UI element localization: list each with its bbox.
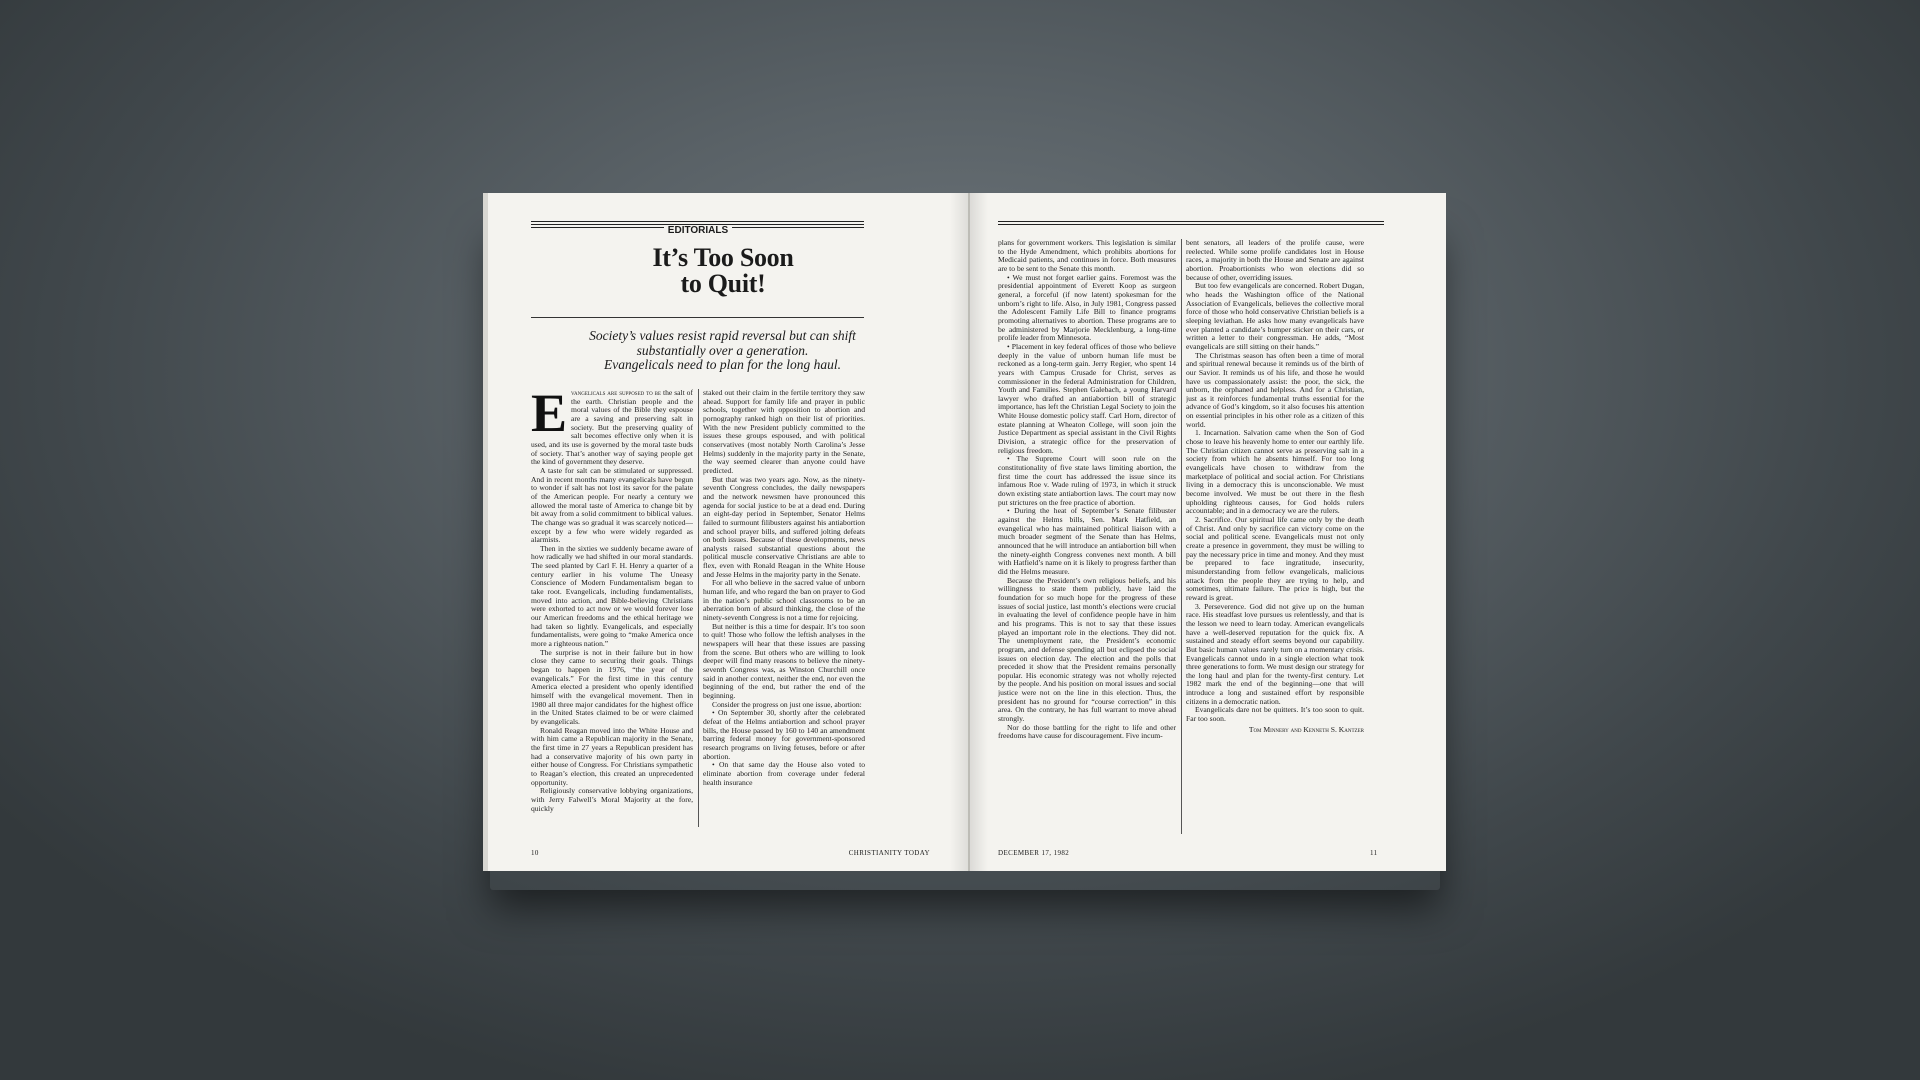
body-paragraph: • We must not forget earlier gains. Foremost was the presidential appointment of Everett Koop as surgeon general, a forceful (if now latent) spokesman for the unborn’s right to life. Also, in July 1981, Congress passed the Adolescent Family Life Bill to finance programs promoting alternatives to abortion. These programs are to be administered by Marjorie Mecklenburg, a long-time prolife leader from Minnesota. (998, 272, 1176, 343)
lead-text: the salt of the earth. Christian people and the moral values of the Bible they espouse are a saving and preserving salt in society. But the preserving quality of salt becomes effective only when it is used, and its use is governed by the moral taste buds of society. That’s another way of saying people get the kind of government they deserve. (531, 389, 693, 467)
page-number-left: 10 (531, 849, 539, 857)
body-paragraph: 3. Perseverence. God did not give up on the human race. His steadfast love pursues us relentlessly, and that is the lesson we need to learn today. American evangelicals have a well-deserved reputation for the quick fix. A sustained and steady effort seems beyond our capability. But basic human values rarely turn on a momentary crisis. Evangelicals cannot undo in a single election what took three generations to form. We must design our strategy for the long haul and plan for the twenty-first century. Let 1982 mark the end of the beginning—one that will introduce a long and sustained effort by responsible citizens in a democratic nation. (1186, 601, 1364, 706)
deck-line-3: Evangelicals need to plan for the long haul. (604, 357, 841, 372)
top-rule-right (998, 221, 1384, 225)
title-rule (531, 317, 864, 318)
deck-line-1: Society’s values resist rapid reversal but can shift (589, 328, 856, 343)
article-title (533, 245, 913, 297)
body-paragraph: • Placement in key federal offices of those who believe deeply in the value of unborn human life must be reckoned as a long-term gain. Jerry Regier, who spent 14 years with Campus Crusade for Christ, serves as commissioner in the federal Administration for Children, Youth and Families. Stephen Galebach, a young Harvard lawyer who drafted an antiabortion bill of strategic importance, has left the Christian Legal Society to join the White House domestic policy staff. Carl Horn, director of estate planning at Wheaton College, will soon join the Justice Department as special assistant in the Civil Rights Division, a strategic office for the preservation of religious freedom. (998, 341, 1176, 455)
drop-cap: E (531, 389, 568, 443)
body-paragraph: Nor do those battling for the right to life and other freedoms have cause for discouragement. Five incum- (998, 722, 1176, 741)
body-paragraph: But neither is this a time for despair. It’s too soon to quit! Those who follow the leftish analyses in the newspapers will hear that these issues are passing from the scene. But others who are willing to look deeper will find many reasons to believe the ninety-seventh Congress was, as Winston Churchill once said in another context, neither the end, nor even the beginning of the end, but rather the end of the beginning. (703, 621, 865, 700)
column-3 (998, 239, 1176, 834)
body-paragraph: Then in the sixties we suddenly became aware of how radically we had shifted in our moral standards. The seed planted by Carl F. H. Henry a quarter of a century earlier in his volume The Uneasy Conscience of Modern Fundamentalism began to take root. Evangelicals, including fundamentalists, moved into action, and Bible-believing Christians were exhorted to act now or we would forever lose our American freedoms and the ethical heritage we had taken so lightly. Evangelicals, and especially fundamentalists, were going to “make America once more a righteous nation.” (531, 543, 693, 649)
body-paragraph: Ronald Reagan moved into the White House and with him came a Republican majority in the Senate, the first time in 27 years a Republican president has had a conservative majority of his own party in either house of Congress. For Christians sympathetic to Reagan’s election, this created an unprecedented opportunity. (531, 725, 693, 787)
article-deck (531, 329, 914, 373)
issue-date: DECEMBER 17, 1982 (998, 849, 1070, 857)
body-paragraph: bent senators, all leaders of the prolife cause, were reelected. While some prolife candidates lost in House races, a majority in both the House and Senate are against abortion. Proabortionists who won elections did so because of other, overriding issues. (1186, 239, 1364, 282)
lead-smallcaps: vangelicals are supposed to be (571, 389, 662, 397)
column-divider (1181, 239, 1182, 834)
title-line-1: It’s Too Soon (652, 243, 794, 272)
body-paragraph: The Christmas season has often been a time of moral and spiritual renewal because it reminds us of the birth of our Savior. It reminds us of his life, and those he would have us compassionately assist: the poor, the sick, the unborn, the orphaned and helpless. And for a Christian, just as it reinforces fundamental truths essential for the advance of God’s kingdom, so it also focuses his attention on essential principles in his other role as a citizen of this world. (1186, 350, 1364, 429)
body-paragraph: • On that same day the House also voted to eliminate abortion from coverage under federal health insurance (703, 760, 865, 787)
column-2 (703, 389, 865, 827)
body-paragraph: Because the President’s own religious beliefs, and his willingness to state them publicly, have laid the foundation for so much hope for the progress of these issues of social justice, last month’s elections were crucial in evaluating the level of confidence people have in him and his programs. This is not to say that these issues played an important role in the elections. They did not. The unemployment rate, the President’s economic program, and defense spending all but eclipsed the social issues on election day. The election and the polls that preceded it show that the President remains personally popular. His economic strategy was not wholly rejected by the people. And his position on moral issues and social justice were not on the line in this election. Thus, the president has no ground for “course correction” in this area. On the contrary, he has full warrant to move ahead strongly. (998, 575, 1176, 724)
body-paragraph: But that was two years ago. Now, as the ninety-seventh Congress concludes, the daily newspapers and the network newsmen have pronounced this agenda for social justice to be at a dead end. During an eight-day period in September, Senator Helms failed to surmount filibusters against his antiabortion and school prayer bills, and suffered jolting defeats on both issues. Because of these developments, news analysts raised substantial questions about the political muscle conservative Christians are able to flex, even with Ronald Reagan in the White House and Jesse Helms in the majority party in the Senate. (703, 474, 865, 579)
body-paragraph: Evangelicals dare not be quitters. It’s too soon to quit. Far too soon. (1186, 705, 1364, 724)
body-paragraph: But too few evangelicals are concerned. Robert Dugan, who heads the Washington office of the National Association of Evangelicals, believes the collective moral force of those who hold conservative Christian beliefs is a sleeping leviathan. He asks how many evangelicals have ever planted a candidate’s bumper sticker on their cars, or written a letter to their congressman. He adds, “Most evangelicals are still sitting on their hands.” (1186, 281, 1364, 351)
magazine-name: CHRISTIANITY TODAY (848, 849, 930, 857)
body-paragraph: For all who believe in the sacred value of unborn human life, and who regard the ban on prayer to God in the nation’s public school classrooms to be an aberration born of absurd thinking, the close of the ninety-seventh Congress is not a time for rejoicing. (703, 578, 865, 623)
deck-line-2: substantially over a generation. (636, 342, 809, 358)
body-paragraph: • During the heat of September’s Senate filibuster against the Helms bills, Sen. Mark Hatfield, an evangelical who has maintained political liaison with a much broader segment of the Senate than has Helms, announced that he will introduce an antiabortion bill when the ninety-eighth Congress convenes next month. A bill with Hatfield’s name on it is likely to progress farther than did the Helms measure. (998, 506, 1176, 576)
body-paragraph: • On September 30, shortly after the celebrated defeat of the Helms antiabortion and school prayer bills, the House passed by 160 to 140 an amendment barring federal money for government-sponsored research programs on living fetuses, before or after abortion. (703, 708, 865, 761)
left-page (483, 193, 970, 871)
page-number-right: 11 (1370, 849, 1378, 857)
right-page (970, 193, 1446, 871)
column-1 (531, 389, 693, 827)
body-paragraph: plans for government workers. This legislation is similar to the Hyde Amendment, which prohibits abortions for Medicaid patients, and continues in force. Both measures are to be sent to the Senate this month. (998, 239, 1176, 273)
body-paragraph: Consider the progress on just one issue, abortion: (712, 699, 862, 709)
column-divider (698, 389, 699, 827)
body-paragraph: • The Supreme Court will soon rule on the constitutionality of five state laws limiting abortion, the first time the court has addressed the issue since its infamous Roe v. Wade ruling of 1973, in which it struck down existing state antiabortion laws. The court may now put strictures on the free practice of abortion. (998, 454, 1176, 507)
body-paragraph: staked out their claim in the fertile territory they saw ahead. Support for family life and prayer in public schools, together with opposition to abortion and pornography ranked high on their list of priorities. With the new President publicly committed to the issues these groups espoused, and with political conservatives (most notably North Carolina’s Jesse Helms) suddenly in the majority party in the Senate, the way seemed clearer than anyone could have predicted. (703, 389, 865, 475)
byline: Tom Minnery and Kenneth S. Kantzer (1248, 724, 1364, 734)
body-paragraph: Religiously conservative lobbying organizations, with Jerry Falwell’s Moral Majority at the fore, quickly (531, 786, 693, 813)
title-line-2: to Quit! (680, 269, 766, 298)
lead-paragraph (531, 389, 693, 467)
body-paragraph: 1. Incarnation. Salvation came when the Son of God chose to leave his heavenly home to enter our earthly life. The Christian citizen cannot serve as preserving salt in a society from which he absents himself. For too long evangelicals have chosen to withdraw from the marketplace of political and social action. For Christians living in a democracy this is unconscionable. We must become involved. We must be out there in the flesh upholding righteous causes, for God holds rulers accountable; and in a democracy we are the rulers. (1186, 428, 1364, 516)
body-paragraph: A taste for salt can be stimulated or suppressed. And in recent months many evangelicals have begun to wonder if salt has not lost its savor for the palate of the American people. For nearly a century we allowed the moral taste of America to change bit by bit away from a solid commitment to biblical values. The change was so gradual it was scarcely noticed—except by a few who were widely regarded as alarmists. (531, 465, 693, 545)
body-paragraph: 2. Sacrifice. Our spiritual life came only by the death of Christ. And only by sacrifice can victory come on the social and political scene. Evangelicals must not only create a presence in government, they must be willing to pay the necessary price in time and money. And they must be prepared to face ingratitude, insecurity, misunderstanding from fellow evangelicals, malicious attack from the people they are trying to help, and sometimes, ultimate failure. The price is high, but the reward is great. (1186, 515, 1364, 602)
column-4 (1186, 239, 1364, 834)
section-label: EDITORIALS (664, 225, 732, 236)
body-paragraph: The surprise is not in their failure but in how close they came to securing their goals. Things began to happen in 1976, “the year of the evangelicals.” For the first time in this century America elected a president who openly identified himself with the evangelical movement. Then in 1980 all three major candidates for the highest office in the United States claimed to be or were claimed by evangelicals. (531, 647, 693, 726)
